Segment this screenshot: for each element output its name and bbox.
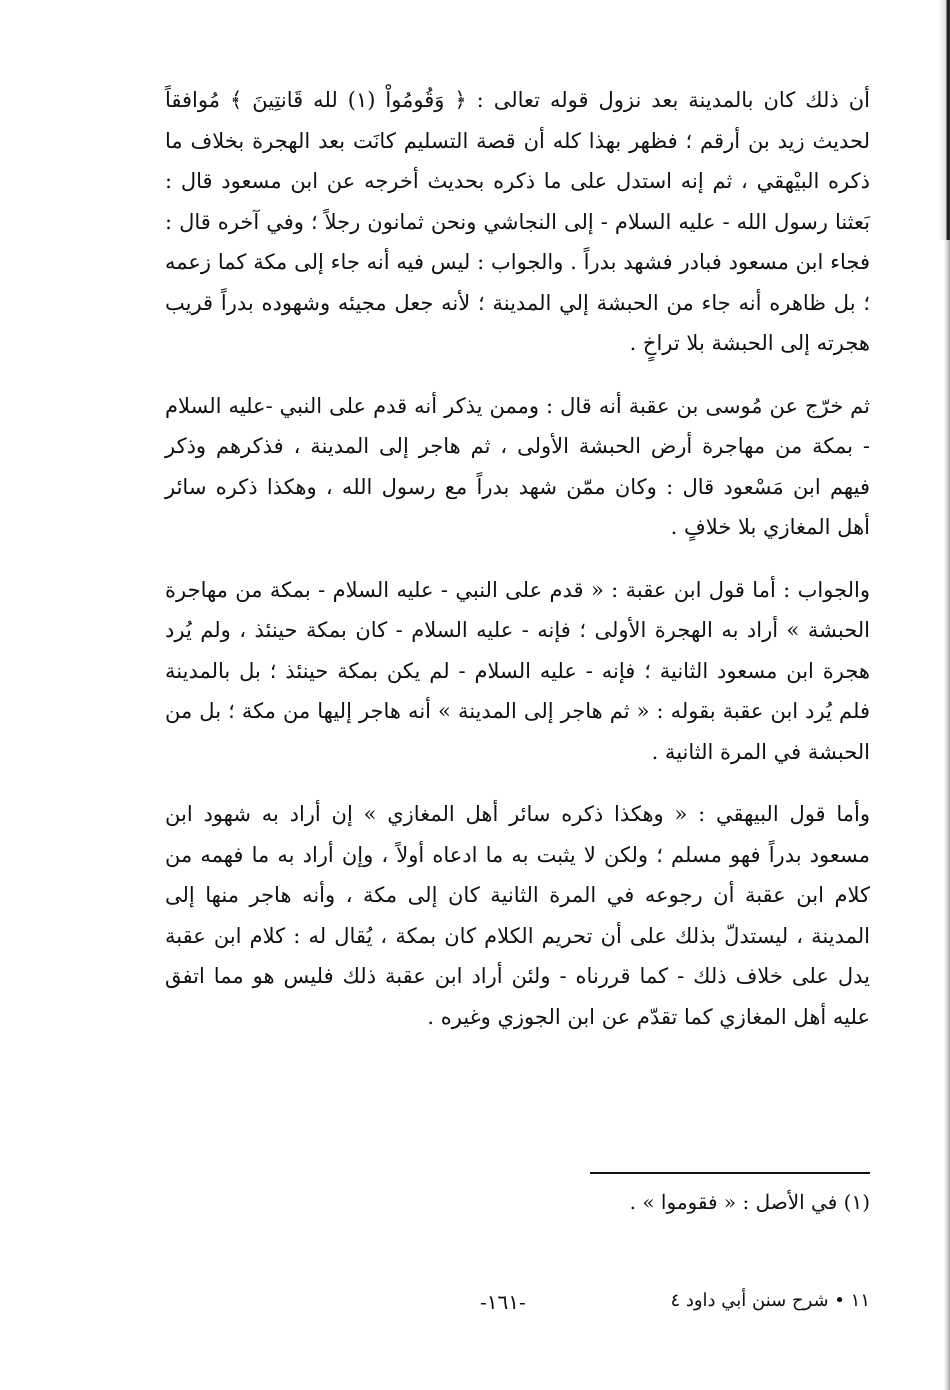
paragraph-2: [165, 386, 870, 548]
page-footer: [0, 1290, 950, 1320]
page-body: [165, 80, 870, 1059]
footnote-divider: [590, 1172, 870, 1174]
paragraph-3: [165, 570, 870, 773]
paragraph-4: [165, 794, 870, 1037]
page-number: -١٦١-: [480, 1290, 526, 1314]
footnote: (١) في الأصل : « فقوموا » .: [629, 1190, 870, 1214]
scan-page-edge-lower: [944, 240, 950, 1390]
footer-book-title: ١١ • شرح سنن أبي داود ٤: [670, 1290, 870, 1311]
paragraph-2-text: ثم خرّج عن مُوسى بن عقبة أنه قال : وممن يذكر أنه قدم على النبي -عليه السلام - بمكة من مهاجرة أرض الحبشة الأولى ، ثم هاجر إلى المدينة ، فذكرهم وذكر فيهم ابن مَسْعود قال : وكان ممّن شهد بدراً مع رسول الله ، وهكذا ذكره سائر أهل المغازي بلا خلافٍ .: [165, 393, 870, 539]
paragraph-3-text: والجواب : أما قول ابن عقبة : « قدم على النبي - عليه السلام - بمكة من مهاجرة الحبشة » أراد به الهجرة الأولى ؛ فإنه - عليه السلام - كان بمكة حينئذ ، ولم يُرد هجرة ابن مسعود الثانية ؛ فإنه - عليه السلام - لم يكن بمكة حينئذ ؛ بل بالمدينة فلم يُرد ابن عقبة بقوله : « ثم هاجر إلى المدينة » أنه هاجر إليها من مكة ؛ بل من الحبشة في المرة الثانية .: [165, 577, 870, 764]
paragraph-1-text: أن ذلك كان بالمدينة بعد نزول قوله تعالى : ﴿ وَقُومُواْ (١) لله قَانتِينَ ﴾ مُوافقاً لحديث زيد بن أرقم ؛ فظهر بهذا كله أن قصة التسليم كانَت بعد الهجرة بخلاف ما ذكره البيْهقي ، ثم إنه استدل على ما ذكره بحديث أخرجه عن ابن مسعود قال : بَعثنا رسول الله - عليه السلام - إلى النجاشي ونحن ثمانون رجلاً ؛ وفي آخره قال : فجاء ابن مسعود فبادر فشهد بدراً . والجواب : ليس فيه أنه جاء إلى مكة كما زعمه ؛ بل ظاهره أنه جاء من الحبشة إلي المدينة ؛ لأنه جعل مجيئه وشهوده بدراً قريب هجرته إلى الحبشة بلا تراخٍ .: [165, 88, 870, 355]
paragraph-4-text: وأما قول البيهقي : « وهكذا ذكره سائر أهل المغازي » إن أراد به شهود ابن مسعود بدراً فهو مسلم ؛ ولكن لا يثبت به ما ادعاه أولاً ، وإن أراد به ما فهمه من كلام ابن عقبة أن رجوعه في المرة الثانية كان إلى مكة ، وأنه هاجر منها إلى المدينة ، ليستدلّ بذلك على أن تحريم الكلام كان بمكة ، يُقال له : كلام ابن عقبة يدل على خلاف ذلك - كما قررناه - ولئن أراد ابن عقبة ذلك فليس هو مما اتفق عليه أهل المغازي كما تقدّم عن ابن الجوزي وغيره .: [165, 802, 870, 1029]
paragraph-1: [165, 80, 870, 364]
scan-page-edge: [938, 0, 950, 240]
